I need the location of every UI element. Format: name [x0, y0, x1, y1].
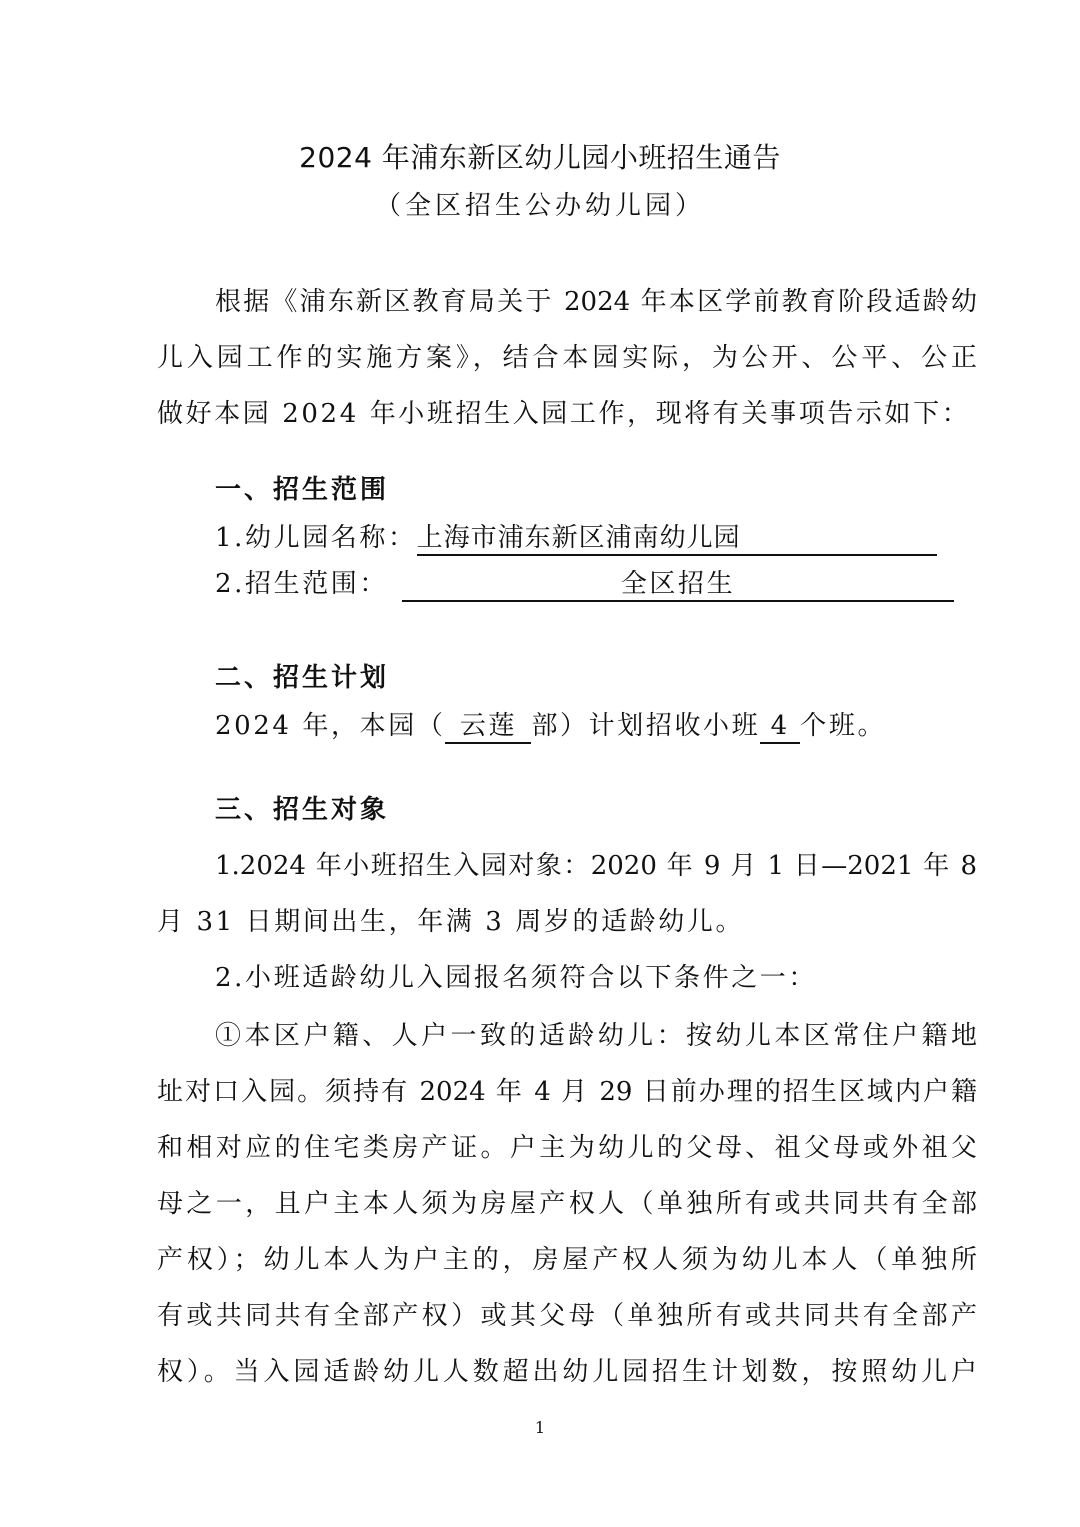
target-item2-line: 2.小班适龄幼儿入园报名须符合以下条件之一： [215, 963, 818, 993]
page-title: 2024 年浦东新区幼儿园小班招生通告 [299, 141, 781, 174]
enrollment-scope-label: 2.招生范围： [215, 569, 389, 599]
plan-text-b: 部）计划招收小班 [531, 711, 761, 741]
section-heading-scope: 一、招生范围 [215, 475, 390, 505]
enrollment-scope-line [215, 564, 977, 604]
plan-text-a: 2024 年，本园（ [215, 711, 446, 741]
condition-line: 址对口入园。须持有 2024 年 4 月 29 日前办理的招生区域内户籍 [157, 1077, 977, 1107]
class-count: 4 [760, 706, 800, 744]
plan-text-c: 个班。 [800, 711, 887, 741]
section-heading-target: 三、招生对象 [215, 795, 390, 825]
kindergarten-name-label: 1.幼儿园名称： [215, 523, 417, 553]
section-heading-plan: 二、招生计划 [215, 663, 390, 693]
condition-line: ①本区户籍、人户一致的适龄幼儿：按幼儿本区常住户籍地 [215, 1021, 977, 1051]
condition-line: 权）。当入园适龄幼儿人数超出幼儿园招生计划数，按照幼儿户 [157, 1357, 977, 1387]
intro-line: 儿入园工作的实施方案》，结合本园实际，为公开、公平、公正 [157, 343, 977, 373]
condition-line: 有或共同共有全部产权）或其父母（单独所有或共同共有全部产 [157, 1301, 977, 1331]
condition-line: 母之一，且户主本人须为房屋产权人（单独所有或共同共有全部 [157, 1189, 977, 1219]
enrollment-scope-value: 全区招生 [402, 564, 954, 602]
page-subtitle: （全区招生公办幼儿园） [374, 191, 705, 221]
condition-line: 产权）；幼儿本人为户主的，房屋产权人须为幼儿本人（单独所 [157, 1245, 977, 1275]
condition-line: 和相对应的住宅类房产证。户主为幼儿的父母、祖父母或外祖父 [157, 1133, 977, 1163]
intro-line: 根据《浦东新区教育局关于 2024 年本区学前教育阶段适龄幼 [215, 287, 977, 317]
kindergarten-name-value: 上海市浦东新区浦南幼儿园 [417, 518, 937, 556]
enrollment-plan-line [215, 706, 977, 746]
campus-name: 云莲 [445, 706, 531, 744]
page-number: 1 [534, 1418, 546, 1437]
kindergarten-name-line [215, 518, 977, 558]
intro-line: 做好本园 2024 年小班招生入园工作，现将有关事项告示如下： [157, 399, 971, 429]
target-item1-line: 月 31 日期间出生，年满 3 周岁的适龄幼儿。 [157, 907, 745, 937]
target-item1-line: 1.2024 年小班招生入园对象：2020 年 9 月 1 日—2021 年 8 [215, 851, 977, 881]
